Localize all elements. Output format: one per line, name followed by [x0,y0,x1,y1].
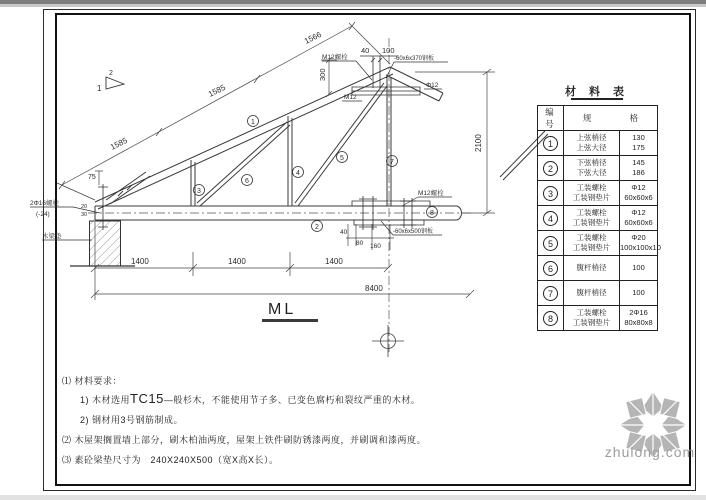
dim-slope-2: 1585 [206,82,227,99]
member-tag-8 [427,207,438,218]
bearing-pad-label: 木梁垫 [42,233,62,240]
materials-table-title: 材 料 表 [564,86,630,98]
dim-joint-40: 40 [340,229,348,236]
joint-bolt-label: M12螺栓 [418,190,444,197]
section-mark-number-2: 2 [109,70,113,77]
row-4-spec-line1: Φ12 [631,208,646,217]
dimension-lines [57,22,495,300]
row-8-name-line2: 工装钢垫片 [572,318,611,327]
col-header-spec: 规 格 [564,106,658,131]
row-tag-8: 8 [543,311,558,326]
member-tag-5 [337,152,348,163]
member-tag-8-num: 8 [430,210,434,217]
dim-joint-160: 160 [370,243,381,250]
row-3-spec-line2: 60x60x6 [624,193,653,202]
truss-name-label: ML [268,301,297,318]
center-mark [372,325,404,357]
table-row [538,231,658,256]
heel-bolt-label: 2Φ16螺栓 [30,200,60,207]
member-tag-7-num: 7 [390,159,394,166]
row-1-spec-line1: 130 [632,133,645,142]
table-row [538,131,658,156]
note-1-heading: ⑴ 材料要求： [62,376,123,386]
zhulong-watermark-text: zhulong.com [604,444,696,460]
note-1-item-2: 2) 钢材用3号钢筋制成。 [80,415,184,425]
member-tag-7 [387,156,398,167]
row-3-name-line1: 工装螺栓 [576,183,607,192]
dim-height-2100: 2100 [474,134,483,152]
row-6-name-line1: 腹杆梢径 [576,263,607,272]
row-7-spec-line1: 100 [632,288,645,297]
table-row [538,281,658,306]
row-5-spec-line2: 100x100x10 [620,243,661,252]
row-tag-3: 3 [543,186,558,201]
materials-table [537,105,661,331]
member-tag-2-num: 2 [315,224,319,231]
apex-plate-label: -60x6x370钢板 [394,56,435,62]
materials-table-header [538,106,658,131]
dim-apex-40: 40 [361,46,370,55]
row-3-name-line2: 工装钢垫片 [572,193,611,202]
member-tag-5-num: 5 [340,155,344,162]
table-row [538,181,658,206]
note-3: ⑶ 素砼梁垫尺寸为 240X240X500（宽X高X长）。 [62,455,279,465]
row-1-name-line2: 上弦大径 [576,143,607,152]
dim-panel-1: 1400 [131,257,149,266]
dim-panel-3: 1400 [325,257,343,266]
row-5-spec-line1: Φ20 [631,233,646,242]
section-mark [97,70,124,93]
note-2: ⑵ 木屋架搁置墙上部分，刷木柏油两度，屋架上铁件刷防锈漆两度，并刷调和漆两度。 [62,435,427,445]
row-tag-4: 4 [543,211,558,226]
col-header-number: 编 号 [538,106,564,131]
row-tag-1: 1 [543,136,558,151]
dim-total-8400: 8400 [365,284,383,293]
dim-joint-80: 80 [356,240,364,247]
member-tag-2 [312,221,323,232]
joint-plate-label: -60x6x500钢板 [393,229,434,235]
row-7-name-line1: 腹杆梢径 [576,288,607,297]
row-tag-5: 5 [543,236,558,251]
section-mark-number-1: 1 [97,84,102,93]
row-tag-6: 6 [543,261,558,276]
dim-heel-30: 30 [81,212,88,218]
member-tag-1 [248,116,259,127]
row-4-name-line2: 工装钢垫片 [572,218,611,227]
row-8-spec-line1: 2Φ16 [629,308,648,317]
dim-heel-75: 75 [88,174,96,181]
row-5-name-line2: 工装钢垫片 [572,243,611,252]
row-8-name-line1: 工装螺栓 [576,308,607,317]
dim-purlin-300: 300 [318,68,327,81]
member-tag-6 [242,175,253,186]
row-2-spec-line1: 145 [632,158,645,167]
leader-label-texts [30,52,444,240]
row-4-name-line1: 工装螺栓 [576,208,607,217]
dim-apex-100: 100 [382,46,395,55]
row-8-spec-line2: 80x80x8 [624,318,653,327]
wood-grade-tc15: TC15 [130,391,164,406]
row-2-spec-line2: 186 [632,168,645,177]
dim-slope-1: 1585 [108,135,129,152]
member-tag-4 [293,167,304,178]
note-1-item-1-prefix: 1) 木材选用 [80,395,131,405]
table-row [538,156,658,181]
truss-name-underline [262,319,318,322]
row-6-spec-line1: 100 [632,263,645,272]
row-5-name-line1: 工装螺栓 [576,233,607,242]
member-tag-1-num: 1 [251,119,255,126]
member-tag-3-num: 3 [197,188,201,195]
materials-table-title-rule [571,98,623,100]
apex-bolt-label: M12螺栓 [322,54,348,61]
note-1-item-1-suffix: —般杉木，不能使用节子多、已变色腐朽和裂纹严重的木材。 [163,395,421,405]
eave-rod-label: Φ12 [426,82,439,89]
dim-heel-20: 20 [81,204,88,210]
member-tag-6-num: 6 [245,178,249,185]
row-tag-2: 2 [543,161,558,176]
table-row [538,306,658,331]
row-2-name-line1: 下弦梢径 [576,158,607,167]
table-row [538,206,658,231]
row-3-spec-line1: Φ12 [631,183,646,192]
row-tag-7: 7 [543,286,558,301]
heel-plate-label: (-24) [36,211,50,218]
row-1-spec-line2: 175 [632,143,645,152]
member-tag-4-num: 4 [296,170,300,177]
support-pier [70,221,135,266]
row-4-spec-line2: 60x60x6 [624,218,653,227]
table-row [538,256,658,281]
note-1-item-1 [80,391,420,406]
dimension-texts [81,30,483,293]
dim-panel-2: 1400 [228,257,246,266]
apex-rod-label: M12 [344,94,357,101]
row-2-name-line2: 下弦大径 [576,168,607,177]
dim-slope-3: 1566 [302,29,323,46]
row-1-name-line1: 上弦梢径 [576,133,607,142]
